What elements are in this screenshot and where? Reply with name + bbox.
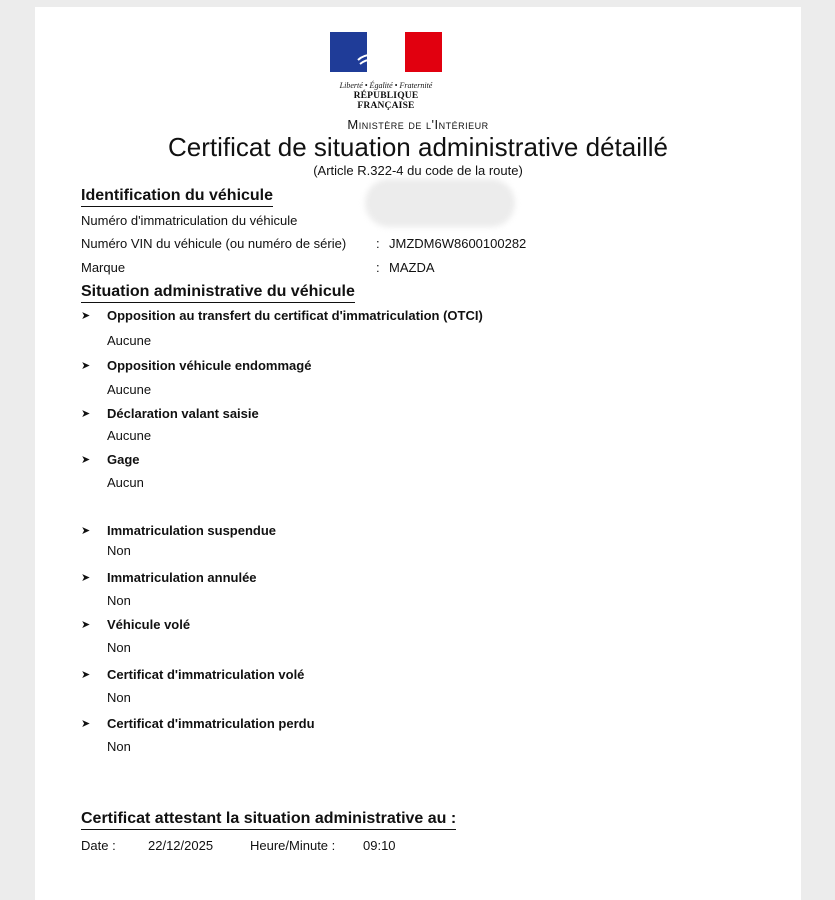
date-label: Date :	[81, 838, 116, 853]
stolen-certificate-value: Non	[107, 690, 131, 705]
seizure-label: Déclaration valant saisie	[107, 406, 259, 421]
brand-separator: :	[376, 260, 380, 275]
pledge-value: Aucun	[107, 475, 144, 490]
bullet-arrow-icon: ➤	[81, 310, 91, 322]
ministry-name: Ministère de l'Intérieur	[347, 117, 489, 132]
republique-francaise-logo	[330, 32, 442, 111]
page-title: Certificat de situation administrative détaillé	[167, 132, 669, 162]
page-subtitle: (Article R.322-4 du code de la route)	[313, 163, 523, 178]
certificate-page	[35, 7, 801, 900]
bullet-arrow-icon: ➤	[81, 454, 91, 466]
suspended-label: Immatriculation suspendue	[107, 523, 277, 538]
otci-value: Aucune	[107, 333, 152, 348]
damaged-vehicle-value: Aucune	[107, 382, 152, 397]
date-value: 22/12/2025	[148, 838, 214, 853]
identification-heading: Identification du véhicule	[81, 187, 273, 207]
bullet-arrow-icon: ➤	[81, 408, 91, 420]
marianne-flag-icon	[330, 32, 442, 72]
redacted-plate-number	[365, 179, 515, 227]
republic-name: RÉPUBLIQUE FRANÇAISE	[353, 91, 419, 111]
brand-value: MAZDA	[389, 260, 435, 275]
otci-label: Opposition au transfert du certificat d'immatriculation (OTCI)	[107, 308, 483, 323]
time-value: 09:10	[363, 838, 396, 853]
vin-value: JMZDM6W8600100282	[389, 236, 527, 251]
bullet-arrow-icon: ➤	[81, 718, 91, 730]
bullet-arrow-icon: ➤	[81, 360, 91, 372]
bullet-arrow-icon: ➤	[81, 669, 91, 681]
bullet-arrow-icon: ➤	[81, 525, 91, 537]
cancelled-label: Immatriculation annulée	[107, 570, 257, 585]
lost-certificate-label: Certificat d'immatriculation perdu	[107, 716, 315, 731]
stolen-certificate-label: Certificat d'immatriculation volé	[107, 667, 305, 682]
brand-label: Marque	[81, 260, 126, 275]
bullet-arrow-icon: ➤	[81, 572, 91, 584]
stolen-vehicle-value: Non	[107, 640, 131, 655]
situation-heading: Situation administrative du véhicule	[81, 283, 355, 303]
certificate-date-heading: Certificat attestant la situation administrative au :	[81, 810, 456, 830]
time-label: Heure/Minute :	[250, 838, 336, 853]
suspended-value: Non	[107, 543, 131, 558]
damaged-vehicle-label: Opposition véhicule endommagé	[107, 358, 312, 373]
stolen-vehicle-label: Véhicule volé	[107, 617, 191, 632]
plate-number-label: Numéro d'immatriculation du véhicule	[81, 213, 298, 228]
vin-separator: :	[376, 236, 380, 251]
pledge-label: Gage	[107, 452, 140, 467]
vin-label: Numéro VIN du véhicule (ou numéro de série)	[81, 236, 347, 251]
seizure-value: Aucune	[107, 428, 152, 443]
lost-certificate-value: Non	[107, 739, 131, 754]
bullet-arrow-icon: ➤	[81, 619, 91, 631]
motto: Liberté • Égalité • Fraternité	[339, 81, 433, 90]
cancelled-value: Non	[107, 593, 131, 608]
